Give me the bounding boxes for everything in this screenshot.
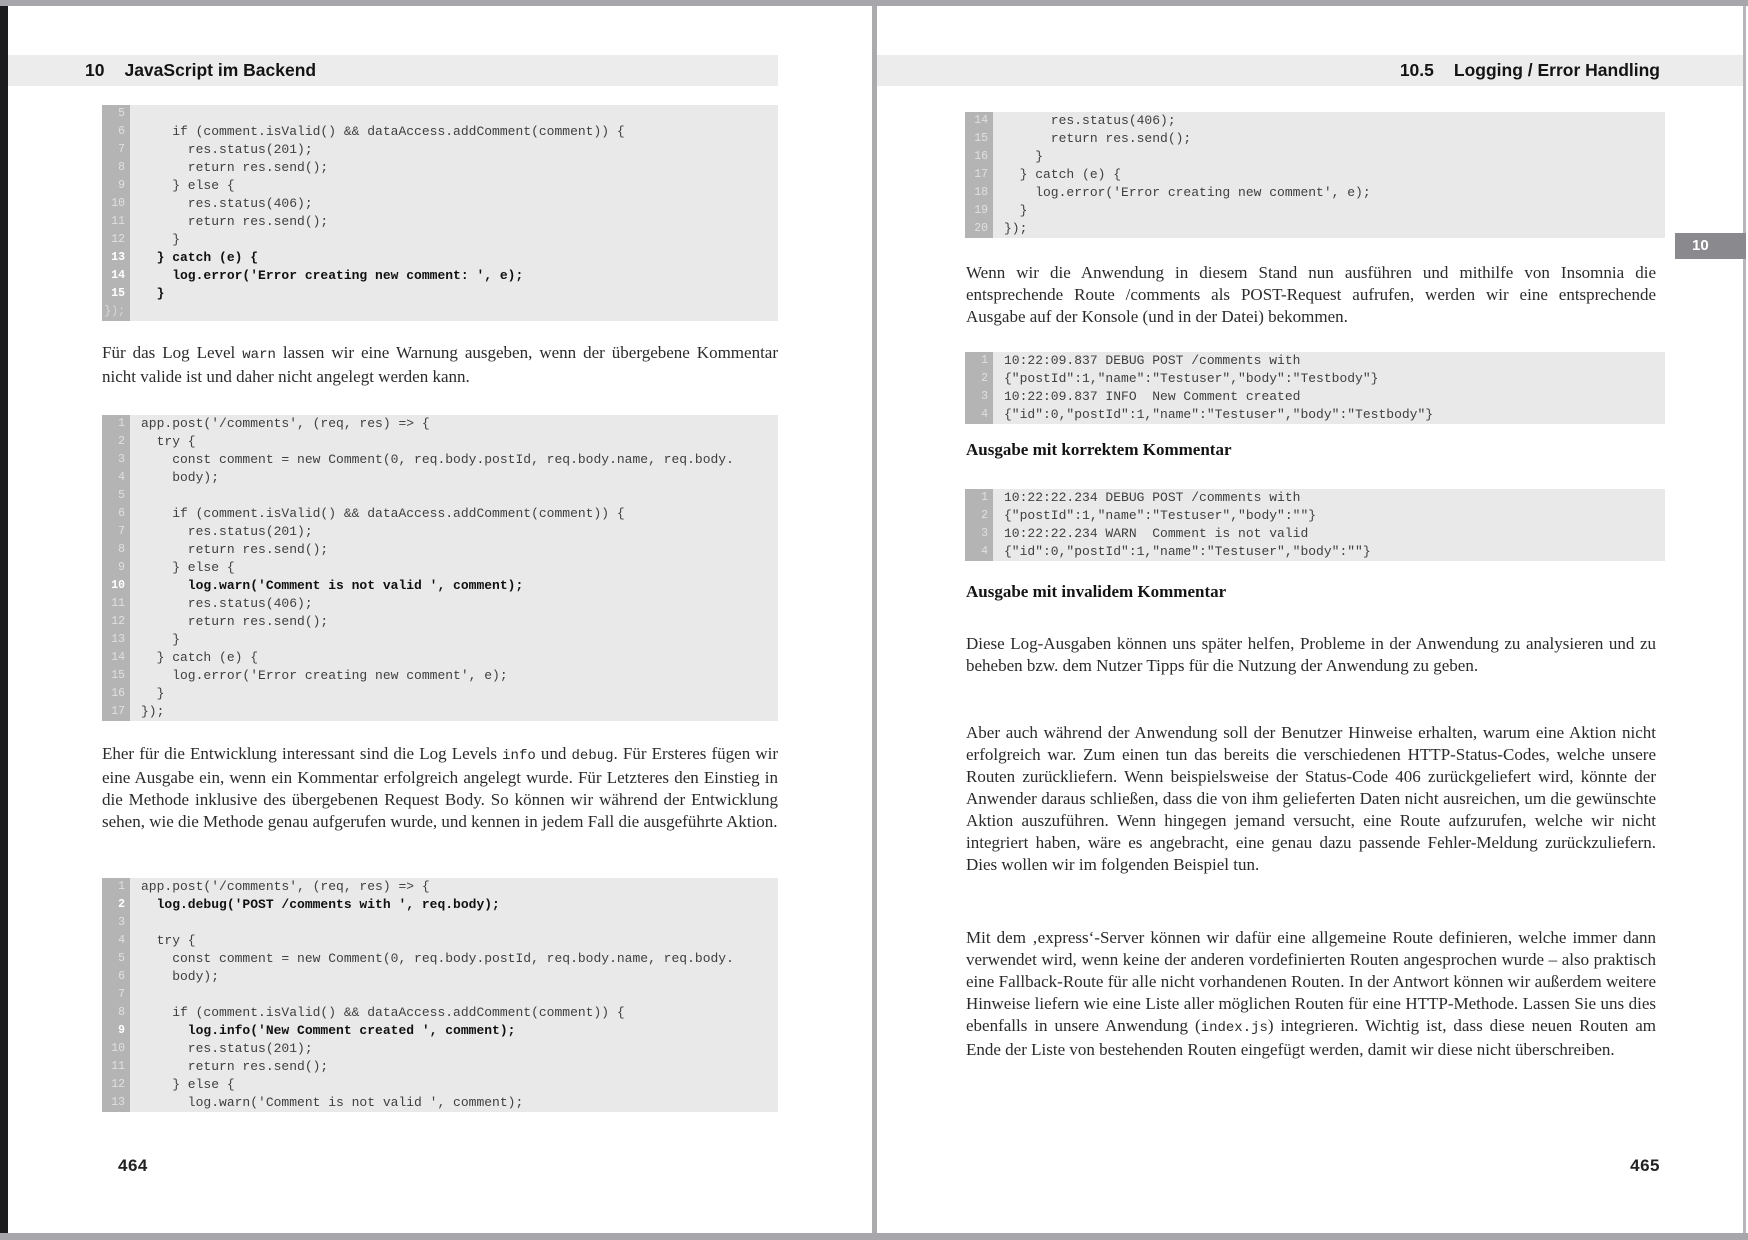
code-line — [102, 285, 778, 303]
line-number: 15 — [965, 130, 993, 148]
line-code: const comment = new Comment(0, req.body.postId, req.body.name, req.body. — [141, 951, 734, 966]
text-segment: lassen wir eine Warnung ausgeben, wenn der übergebene Kommentar nicht valide ist und daher nicht angelegt werden kann. — [102, 343, 779, 386]
line-number: 5 — [102, 950, 130, 968]
text-segment: Mit dem ‚express‘-Server können wir dafür eine allgemeine Route definieren, welche immer dann verwendet wird, wenn keine der anderen vordefinierten Routen angesprochen wurde – also praktisch eine Fallback-Route für alle nicht vorhandenen Routen. In der Antwort können wir außerdem weitere Hinweise liefern wie eine Liste aller möglichen Routen für eine HTTP-Methode. Lassen Sie uns dies ebenfalls in unsere Anwendung ( — [966, 928, 1656, 1035]
log-output-invalid — [965, 489, 1665, 561]
code-line — [102, 231, 778, 249]
line-code: try { — [141, 434, 196, 449]
line-code: app.post('/comments', (req, res) => { — [141, 879, 430, 894]
line-number: 20 — [965, 220, 993, 238]
line-code: app.post('/comments', (req, res) => { — [141, 416, 430, 431]
line-number: 1 — [965, 352, 993, 370]
paragraph-warn-level — [102, 342, 778, 388]
code-line — [102, 1058, 778, 1076]
code-line — [102, 667, 778, 685]
scan-edge-left — [0, 6, 8, 1233]
code-line — [102, 267, 778, 285]
code-line — [102, 213, 778, 231]
chapter-tab: 10 — [1675, 233, 1746, 259]
code-line — [102, 986, 778, 1004]
line-number: 15 — [102, 285, 130, 303]
code-line — [102, 1076, 778, 1094]
line-code: } catch (e) { — [1004, 167, 1122, 182]
line-number: 4 — [965, 406, 993, 424]
text-segment: . Für Ersteres fügen wir eine Ausgabe ein, wenn ein Kommentar erfolgreich angelegt wurde. Für Letzteres den Einstieg in die Methode inklusive des übergebenen Request Body. So können wir während der Entwicklung sehen, wie die Methode genau aufgerufen wurde, und kennen in jedem Fall die ausgeführte Aktion. — [102, 744, 779, 831]
line-number: 2 — [102, 896, 130, 914]
line-code: log.debug('POST /comments with ', req.body); — [141, 897, 500, 912]
code-line — [102, 914, 778, 932]
code-line — [102, 505, 778, 523]
caption-valid-comment: Ausgabe mit korrektem Kommentar — [966, 440, 1232, 459]
line-code: log.error('Error creating new comment', e); — [1004, 185, 1371, 200]
line-code: return res.send(); — [1004, 131, 1192, 146]
line-number: 11 — [102, 213, 130, 231]
code-listing-warn — [102, 415, 778, 721]
line-number: 4 — [102, 932, 130, 950]
line-number: 13 — [102, 1094, 130, 1112]
line-code — [130, 303, 778, 321]
line-number: 3 — [102, 451, 130, 469]
line-code: return res.send(); — [141, 614, 329, 629]
code-line — [102, 595, 778, 613]
line-number: 17 — [965, 166, 993, 184]
paragraph-express-fallback — [966, 927, 1656, 1061]
line-code: if (comment.isValid() && dataAccess.addComment(comment)) { — [141, 506, 625, 521]
line-number: 14 — [102, 267, 130, 285]
code-line — [965, 525, 1665, 543]
line-code: } — [1004, 149, 1044, 164]
paragraph-log-help — [966, 633, 1656, 677]
line-number: 16 — [102, 685, 130, 703]
line-code: log.warn('Comment is not valid ', comment); — [141, 1095, 524, 1110]
code-line — [102, 577, 778, 595]
line-code: }); — [141, 704, 165, 719]
line-number: 17 — [102, 703, 130, 721]
line-code: } catch (e) { — [141, 650, 259, 665]
code-line — [102, 541, 778, 559]
line-code: } — [1004, 203, 1028, 218]
line-number: 10 — [102, 1040, 130, 1058]
code-line — [102, 685, 778, 703]
text-segment: und — [535, 744, 572, 763]
line-code: }); — [1004, 221, 1028, 236]
line-code: log.warn('Comment is not valid ', comment); — [141, 578, 524, 593]
line-code: return res.send(); — [141, 160, 329, 175]
code-line — [102, 950, 778, 968]
line-number: 12 — [102, 1076, 130, 1094]
code-line — [965, 112, 1665, 130]
code-line — [965, 507, 1665, 525]
line-number: 3 — [965, 388, 993, 406]
line-number: 8 — [102, 541, 130, 559]
code-line — [965, 166, 1665, 184]
code-line — [102, 177, 778, 195]
line-code: } catch (e) { — [141, 250, 259, 265]
line-code: 10:22:09.837 DEBUG POST /comments with — [1004, 353, 1301, 368]
line-number: 4 — [102, 469, 130, 487]
code-line — [102, 968, 778, 986]
text-segment: Wenn wir die Anwendung in diesem Stand nun ausführen und mithilfe von Insomnia die entsprechende Route /comments als POST-Request aufrufen, werden wir eine entsprechende Ausgabe auf der Konsole (und in der Datei) bekommen. — [966, 263, 1656, 326]
line-number: 13 — [102, 249, 130, 267]
line-code: log.error('Error creating new comment: ', e); — [141, 268, 524, 283]
inline-code: warn — [242, 347, 276, 363]
line-code: return res.send(); — [141, 1059, 329, 1074]
line-number: 3 — [965, 525, 993, 543]
code-line — [102, 303, 778, 321]
code-line — [102, 703, 778, 721]
line-number: 14 — [965, 112, 993, 130]
code-line — [102, 1094, 778, 1112]
line-number: 7 — [102, 523, 130, 541]
line-number: 2 — [965, 507, 993, 525]
line-number: 8 — [102, 1004, 130, 1022]
line-number: 1 — [965, 489, 993, 507]
code-line — [102, 487, 778, 505]
line-number: 10 — [102, 577, 130, 595]
code-line — [102, 1004, 778, 1022]
line-number: 9 — [102, 1022, 130, 1040]
paragraph-info-debug — [102, 743, 778, 833]
left-page — [8, 6, 872, 1233]
code-line — [102, 195, 778, 213]
line-number: 12 — [102, 613, 130, 631]
line-number: 8 — [102, 159, 130, 177]
inline-code: index.js — [1200, 1020, 1268, 1036]
code-line — [102, 433, 778, 451]
line-number: 7 — [102, 986, 130, 1004]
code-listing-error-catch — [102, 105, 778, 321]
log-output-valid — [965, 352, 1665, 424]
text-segment: Eher für die Entwicklung interessant sind die Log Levels — [102, 744, 503, 763]
line-code: 10:22:22.234 WARN Comment is not valid — [1004, 526, 1309, 541]
inline-code: info — [502, 748, 536, 764]
line-code: res.status(201); — [141, 142, 313, 157]
code-line — [965, 352, 1665, 370]
line-code: body); — [141, 470, 220, 485]
line-number: 1 — [102, 878, 130, 896]
chapter-number: 10 — [85, 60, 105, 80]
page-number-left: 464 — [118, 1156, 148, 1175]
line-number: 15 — [102, 667, 130, 685]
code-line — [102, 415, 778, 433]
code-line — [965, 184, 1665, 202]
code-line — [102, 105, 778, 123]
line-number: 4 — [965, 543, 993, 561]
text-segment: Diese Log-Ausgaben können uns später helfen, Probleme in der Anwendung zu analysieren und zu beheben bzw. dem Nutzer Tipps für die Nutzung der Anwendung zu geben. — [966, 634, 1656, 675]
line-code — [130, 487, 778, 505]
line-code — [130, 986, 778, 1004]
line-code: } — [141, 686, 165, 701]
code-line — [965, 130, 1665, 148]
text-segment: Aber auch während der Anwendung soll der Benutzer Hinweise erhalten, warum eine Aktion nicht erfolgreich war. Zum einen tun das bereits die verschiedenen HTTP-Status-Codes, welche unsere Routen zurückliefern. Wenn beispielsweise der Status-Code 406 zurückgeliefert wird, könnte der Anwender daraus schließen, dass die von ihm gelieferten Daten nicht ausreichen, um die gewünschte Aktion auszuführen. Wenn hingegen jemand versucht, eine Route aufzurufen, welche wir nicht integriert haben, wäre es angebracht, eine genau dazu passende Fehler-Meldung zurückzuliefern. Dies wollen wir im folgenden Beispiel tun. — [966, 723, 1656, 874]
scan-edge-bottom — [0, 1233, 1748, 1240]
code-line — [102, 559, 778, 577]
chapter-header-band — [8, 55, 778, 86]
line-code: res.status(201); — [141, 1041, 313, 1056]
code-line — [102, 141, 778, 159]
code-line — [102, 451, 778, 469]
line-number: 11 — [102, 1058, 130, 1076]
line-number: 1 — [102, 415, 130, 433]
paragraph-insomnia — [966, 262, 1656, 328]
code-line — [102, 123, 778, 141]
line-number: 9 — [102, 177, 130, 195]
line-code: if (comment.isValid() && dataAccess.addComment(comment)) { — [141, 124, 625, 139]
code-line — [102, 1040, 778, 1058]
line-number: 13 — [102, 631, 130, 649]
line-code: {"postId":1,"name":"Testuser","body":""} — [1004, 508, 1317, 523]
code-line — [965, 543, 1665, 561]
line-number: 9 — [102, 559, 130, 577]
code-line — [102, 1022, 778, 1040]
text-segment: Für das Log Level — [102, 343, 243, 362]
line-code: return res.send(); — [141, 214, 329, 229]
section-header-band — [877, 55, 1743, 86]
right-page — [877, 6, 1743, 1233]
code-line — [965, 489, 1665, 507]
line-code: res.status(406); — [1004, 113, 1176, 128]
line-number: 11 — [102, 595, 130, 613]
caption-invalid-comment: Ausgabe mit invalidem Kommentar — [966, 582, 1227, 601]
code-line — [965, 370, 1665, 388]
line-number: 5 — [102, 487, 130, 505]
line-code: } else { — [141, 560, 235, 575]
code-line — [102, 878, 778, 896]
line-code — [130, 105, 778, 123]
line-number: 12 — [102, 231, 130, 249]
line-code: res.status(406); — [141, 596, 313, 611]
line-code: try { — [141, 933, 196, 948]
line-code: } — [141, 232, 181, 247]
line-code: } else { — [141, 178, 235, 193]
code-line — [102, 523, 778, 541]
line-code: if (comment.isValid() && dataAccess.addComment(comment)) { — [141, 1005, 625, 1020]
code-line — [965, 220, 1665, 238]
paragraph-http-status — [966, 722, 1656, 876]
line-number: 10 — [102, 195, 130, 213]
chapter-title: JavaScript im Backend — [124, 60, 317, 80]
line-code: res.status(201); — [141, 524, 313, 539]
line-number: 7 — [102, 141, 130, 159]
line-number: 16 — [965, 148, 993, 166]
line-number: 6 — [102, 123, 130, 141]
code-line — [102, 613, 778, 631]
line-number: 14 — [102, 649, 130, 667]
line-number: 2 — [102, 433, 130, 451]
line-code: 10:22:22.234 DEBUG POST /comments with — [1004, 490, 1301, 505]
code-line — [102, 631, 778, 649]
line-code: } — [141, 286, 165, 301]
line-number: 5 — [102, 105, 130, 123]
text-segment: ) integrieren. Wichtig ist, dass diese neuen Routen am Ende der Liste von bestehenden Routen eingefügt werden, damit wir diese nicht überschreiben. — [966, 1016, 1657, 1059]
line-code: {"postId":1,"name":"Testuser","body":"Testbody"} — [1004, 371, 1379, 386]
line-code: log.info('New Comment created ', comment); — [141, 1023, 516, 1038]
line-code — [130, 914, 778, 932]
code-line — [102, 896, 778, 914]
code-line — [965, 388, 1665, 406]
code-line — [102, 649, 778, 667]
code-line — [965, 406, 1665, 424]
line-number: 6 — [102, 505, 130, 523]
section-number: 10.5 — [1399, 60, 1434, 80]
section-title: Logging / Error Handling — [1453, 60, 1660, 80]
code-line — [965, 202, 1665, 220]
line-code: res.status(406); — [141, 196, 313, 211]
line-number: 2 — [965, 370, 993, 388]
line-number: 6 — [102, 968, 130, 986]
line-number: 19 — [965, 202, 993, 220]
code-line — [965, 148, 1665, 166]
line-number: }); — [102, 303, 130, 321]
code-listing-continued — [965, 112, 1665, 238]
line-number: 18 — [965, 184, 993, 202]
line-code: const comment = new Comment(0, req.body.postId, req.body.name, req.body. — [141, 452, 734, 467]
line-code: {"id":0,"postId":1,"name":"Testuser","body":""} — [1004, 544, 1371, 559]
line-code: 10:22:09.837 INFO New Comment created — [1004, 389, 1301, 404]
page-number-right: 465 — [1630, 1156, 1660, 1175]
line-code: } — [141, 632, 181, 647]
line-code: body); — [141, 969, 220, 984]
code-line — [102, 249, 778, 267]
code-line — [102, 159, 778, 177]
line-number: 3 — [102, 914, 130, 932]
line-code: {"id":0,"postId":1,"name":"Testuser","body":"Testbody"} — [1004, 407, 1434, 422]
inline-code: debug — [571, 748, 614, 764]
line-code: } else { — [141, 1077, 235, 1092]
line-code: log.error('Error creating new comment', e); — [141, 668, 508, 683]
code-listing-debug-info — [102, 878, 778, 1112]
code-line — [102, 932, 778, 950]
line-code: return res.send(); — [141, 542, 329, 557]
code-line — [102, 469, 778, 487]
scan-edge-right — [1743, 6, 1746, 1233]
